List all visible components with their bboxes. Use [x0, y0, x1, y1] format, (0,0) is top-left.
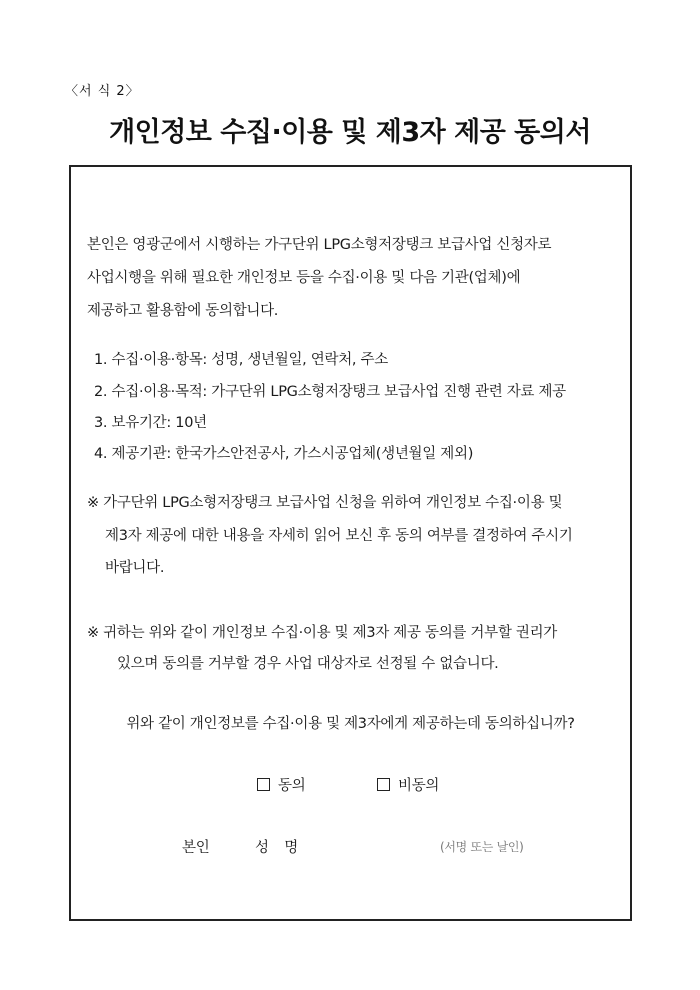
intro-line: 본인은 영광군에서 시행하는 가구단위 LPG소형저장탱크 보급사업 신청자로: [87, 237, 552, 253]
intro-line: 제공하고 활용함에 동의합니다.: [87, 303, 279, 319]
document-title: 개인정보 수집·이용 및 제3자 제공 동의서: [109, 117, 591, 148]
intro-line: 사업시행을 위해 필요한 개인정보 등을 수집·이용 및 다음 기관(업체)에: [87, 270, 521, 286]
consent-box: [69, 165, 632, 921]
notice-2-line: ※ 귀하는 위와 같이 개인정보 수집·이용 및 제3자 제공 동의를 거부할 권리가: [87, 625, 557, 641]
agree-label: 동의: [278, 778, 306, 794]
signature-self-label: 본인: [182, 840, 210, 856]
list-item-retention: 3. 보유기간: 10년: [94, 415, 207, 431]
notice-1-line: 바랍니다.: [105, 560, 165, 576]
signature-hint: (서명 또는 날인): [440, 840, 524, 854]
consent-question: 위와 같이 개인정보를 수집·이용 및 제3자에게 제공하는데 동의하십니까?: [126, 716, 575, 732]
disagree-label: 비동의: [398, 778, 440, 794]
notice-1-line: ※ 가구단위 LPG소형저장탱크 보급사업 신청을 위하여 개인정보 수집·이용 및: [87, 495, 563, 511]
list-item-purpose: 2. 수집·이용·목적: 가구단위 LPG소형저장탱크 보급사업 진행 관련 자료 제공: [94, 384, 566, 400]
agree-option[interactable]: [257, 774, 305, 795]
signature-name-label: 성 명: [255, 840, 301, 856]
form-number-label: 〈서 식 2〉: [65, 84, 140, 99]
disagree-option[interactable]: [377, 774, 439, 795]
agree-checkbox[interactable]: [257, 778, 270, 791]
notice-2-line: 있으며 동의를 거부할 경우 사업 대상자로 선정될 수 없습니다.: [117, 656, 499, 672]
notice-1-line: 제3자 제공에 대한 내용을 자세히 읽어 보신 후 동의 여부를 결정하여 주시기: [105, 528, 573, 544]
list-item-recipients: 4. 제공기관: 한국가스안전공사, 가스시공업체(생년월일 제외): [94, 446, 474, 462]
disagree-checkbox[interactable]: [377, 778, 390, 791]
list-item-collected-fields: 1. 수집·이용·항목: 성명, 생년월일, 연락처, 주소: [94, 352, 388, 368]
